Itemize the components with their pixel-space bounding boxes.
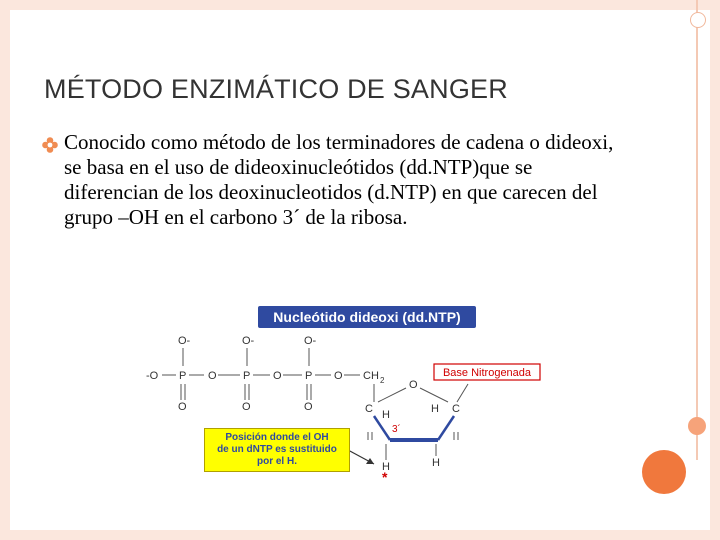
atom-p-2: P xyxy=(243,370,251,382)
atom-c-4: C xyxy=(365,403,373,415)
atom-minus-o: -O xyxy=(146,370,159,382)
atom-h-2: H xyxy=(432,457,440,469)
note-line-1: Posición donde el OH xyxy=(225,432,329,443)
atom-p-3: P xyxy=(305,370,313,382)
atom-o-bottom-3: O xyxy=(304,401,313,413)
dideoxy-nucleotide-figure xyxy=(142,300,552,490)
atom-o-bottom-2: O xyxy=(242,401,251,413)
note-line-3: por el H. xyxy=(256,456,297,467)
atom-ch2: CH xyxy=(363,370,379,382)
atom-h-1: H xyxy=(431,403,439,415)
atom-p-1: P xyxy=(179,370,187,382)
figure-title: Nucleótido dideoxi (dd.NTP) xyxy=(258,306,476,328)
carbon-3-label: 3´ xyxy=(392,424,401,435)
atom-o-3: O xyxy=(334,370,343,382)
atom-h-3: H xyxy=(382,461,390,473)
atom-o-bottom-1: O xyxy=(178,401,187,413)
decorative-circle-small xyxy=(688,417,706,435)
substitution-note xyxy=(204,428,350,472)
atom-o-minus-3: O- xyxy=(304,335,317,347)
atom-h-4: H xyxy=(382,409,390,421)
atom-ring-o: O xyxy=(409,379,418,391)
base-label: Base Nitrogenada xyxy=(442,367,532,379)
slide-title: MÉTODO ENZIMÁTICO DE SANGER xyxy=(44,74,508,104)
flower-bullet-icon xyxy=(42,137,58,153)
atom-c-1: C xyxy=(452,403,460,415)
atom-o-2: O xyxy=(273,370,282,382)
bullet-text: Conocido como método de los terminadores de cadena o dideoxi, se basa en el uso de dideoxinucleótidos (dd.NTP)que se diferencian de los deoxinucleotidos (d.NTP) en que carecen del grupo –OH en el carbono 3´ de la ribosa. xyxy=(64,130,614,229)
atom-ch2-sub: 2 xyxy=(380,376,385,385)
asterisk-mark: * xyxy=(382,469,388,485)
atom-o-minus-1: O- xyxy=(178,335,191,347)
decorative-line xyxy=(696,0,698,460)
atom-o-minus-2: O- xyxy=(242,335,255,347)
atom-o-1: O xyxy=(208,370,217,382)
decorative-circle-outline xyxy=(690,12,706,28)
note-line-2: de un dNTP es sustituido xyxy=(217,444,337,455)
decorative-circle-large xyxy=(642,450,686,494)
